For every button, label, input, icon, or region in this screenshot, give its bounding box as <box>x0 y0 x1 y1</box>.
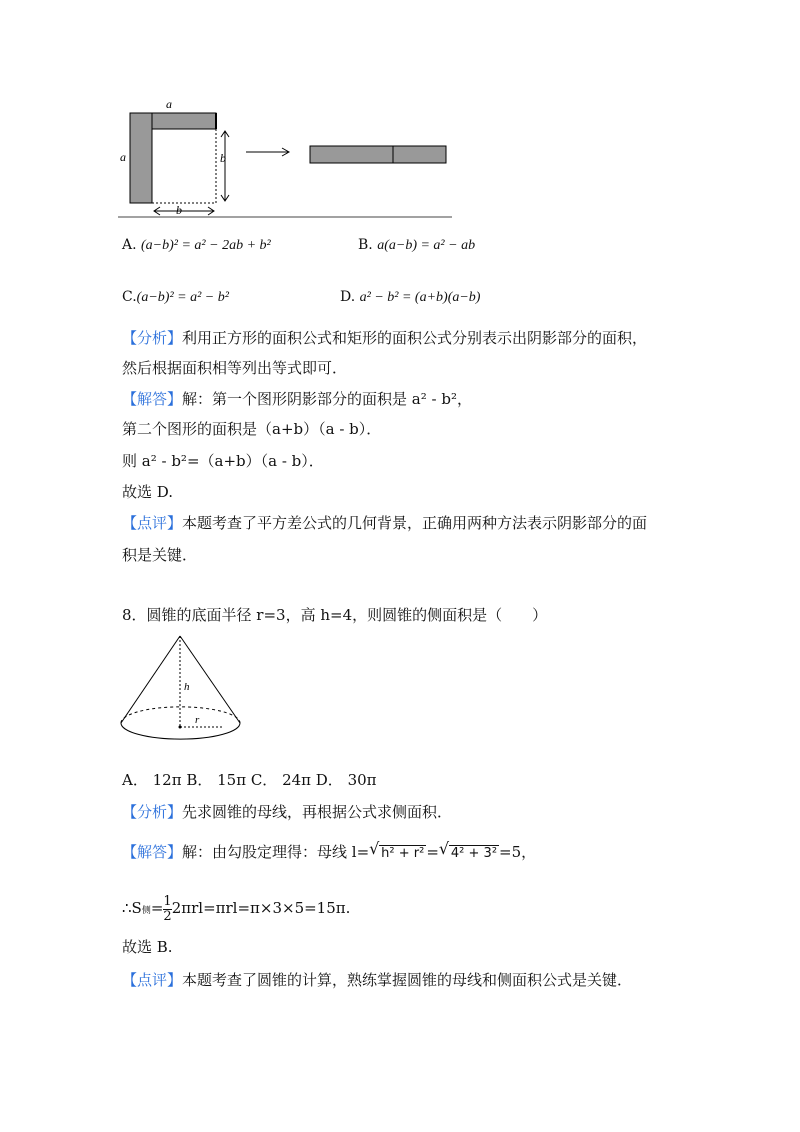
q8-analysis: 【分析】先求圆锥的母线，再根据公式求侧面积． <box>122 803 453 821</box>
label-left-a: a <box>120 150 126 164</box>
q7-answer-3: 则 a² - b²=（a+b）（a - b）． <box>122 452 324 470</box>
q7-comment-2: 积是关键． <box>122 546 198 564</box>
q7-answer-4: 故选 D. <box>122 483 174 501</box>
sqrt-4-3: √ 4² + 3² <box>438 839 498 861</box>
option-b-expr: a(a−b) = a² − ab <box>377 238 476 253</box>
comment-tag: 【点评】 <box>122 514 183 532</box>
analysis-tag: 【分析】 <box>122 803 183 821</box>
label-top-a: a <box>166 97 172 111</box>
option-d: D. a² − b² = (a+b)(a−b) <box>340 289 481 305</box>
comment-tag: 【点评】 <box>122 971 183 989</box>
q7-analysis-2: 然后根据面积相等列出等式即可． <box>122 359 348 377</box>
fraction-one-half: $\frac{1}{2}$ <box>163 893 172 924</box>
q8-options: A． 12π B． 15π C． 24π D． 30π <box>122 771 377 789</box>
label-bottom-b: b <box>176 203 182 217</box>
option-d-expr: a² − b² = (a+b)(a−b) <box>359 290 481 305</box>
q8-therefore: ∴S侧= $\frac{1}{2}$ 2πrl=πrl=π×3×5=15π. <box>122 893 351 924</box>
option-a-expr: (a−b)² = a² − 2ab + b² <box>141 238 271 253</box>
area-diagram <box>118 95 458 220</box>
answer-tag: 【解答】 <box>122 390 183 408</box>
option-b: B. a(a−b) = a² − ab <box>358 237 476 253</box>
sqrt-h2-r2: √ h² + r² <box>369 839 425 861</box>
q7-comment-1: 【点评】本题考查了平方差公式的几何背景，正确用两种方法表示阴影部分的面 <box>122 514 648 532</box>
shaded-rectangle <box>310 146 446 163</box>
q8-answer: 【解答】解：由勾股定理得：母线 l= √ h² + r² = √ 4² + 3² =5， <box>122 842 536 864</box>
answer-tag: 【解答】 <box>122 843 183 861</box>
option-c: C.(a−b)² = a² − b² <box>122 289 229 305</box>
q7-analysis-1: 【分析】利用正方形的面积公式和矩形的面积公式分别表示出阴影部分的面积， <box>122 329 648 347</box>
option-c-expr: (a−b)² = a² − b² <box>136 290 229 305</box>
q8-comment: 【点评】本题考查了圆锥的计算，熟练掌握圆锥的母线和侧面积公式是关键． <box>122 971 633 989</box>
option-a: A. (a−b)² = a² − 2ab + b² <box>122 237 271 253</box>
q8-question: 8．圆锥的底面半径 r=3，高 h=4，则圆锥的侧面积是（ ） <box>122 606 548 624</box>
shaded-top-bar <box>152 113 216 129</box>
q7-answer-2: 第二个图形的面积是（a+b）（a - b）． <box>122 420 382 438</box>
analysis-tag: 【分析】 <box>122 329 183 347</box>
shaded-left-bar <box>130 113 152 203</box>
label-right-b: b <box>220 151 226 165</box>
q7-answer-1: 【解答】解：第一个图形阴影部分的面积是 a² - b²， <box>122 390 472 408</box>
q8-choice: 故选 B. <box>122 938 173 956</box>
cone-diagram <box>116 630 246 752</box>
cone-label-h: h <box>184 681 190 693</box>
cone-label-r: r <box>195 714 200 726</box>
